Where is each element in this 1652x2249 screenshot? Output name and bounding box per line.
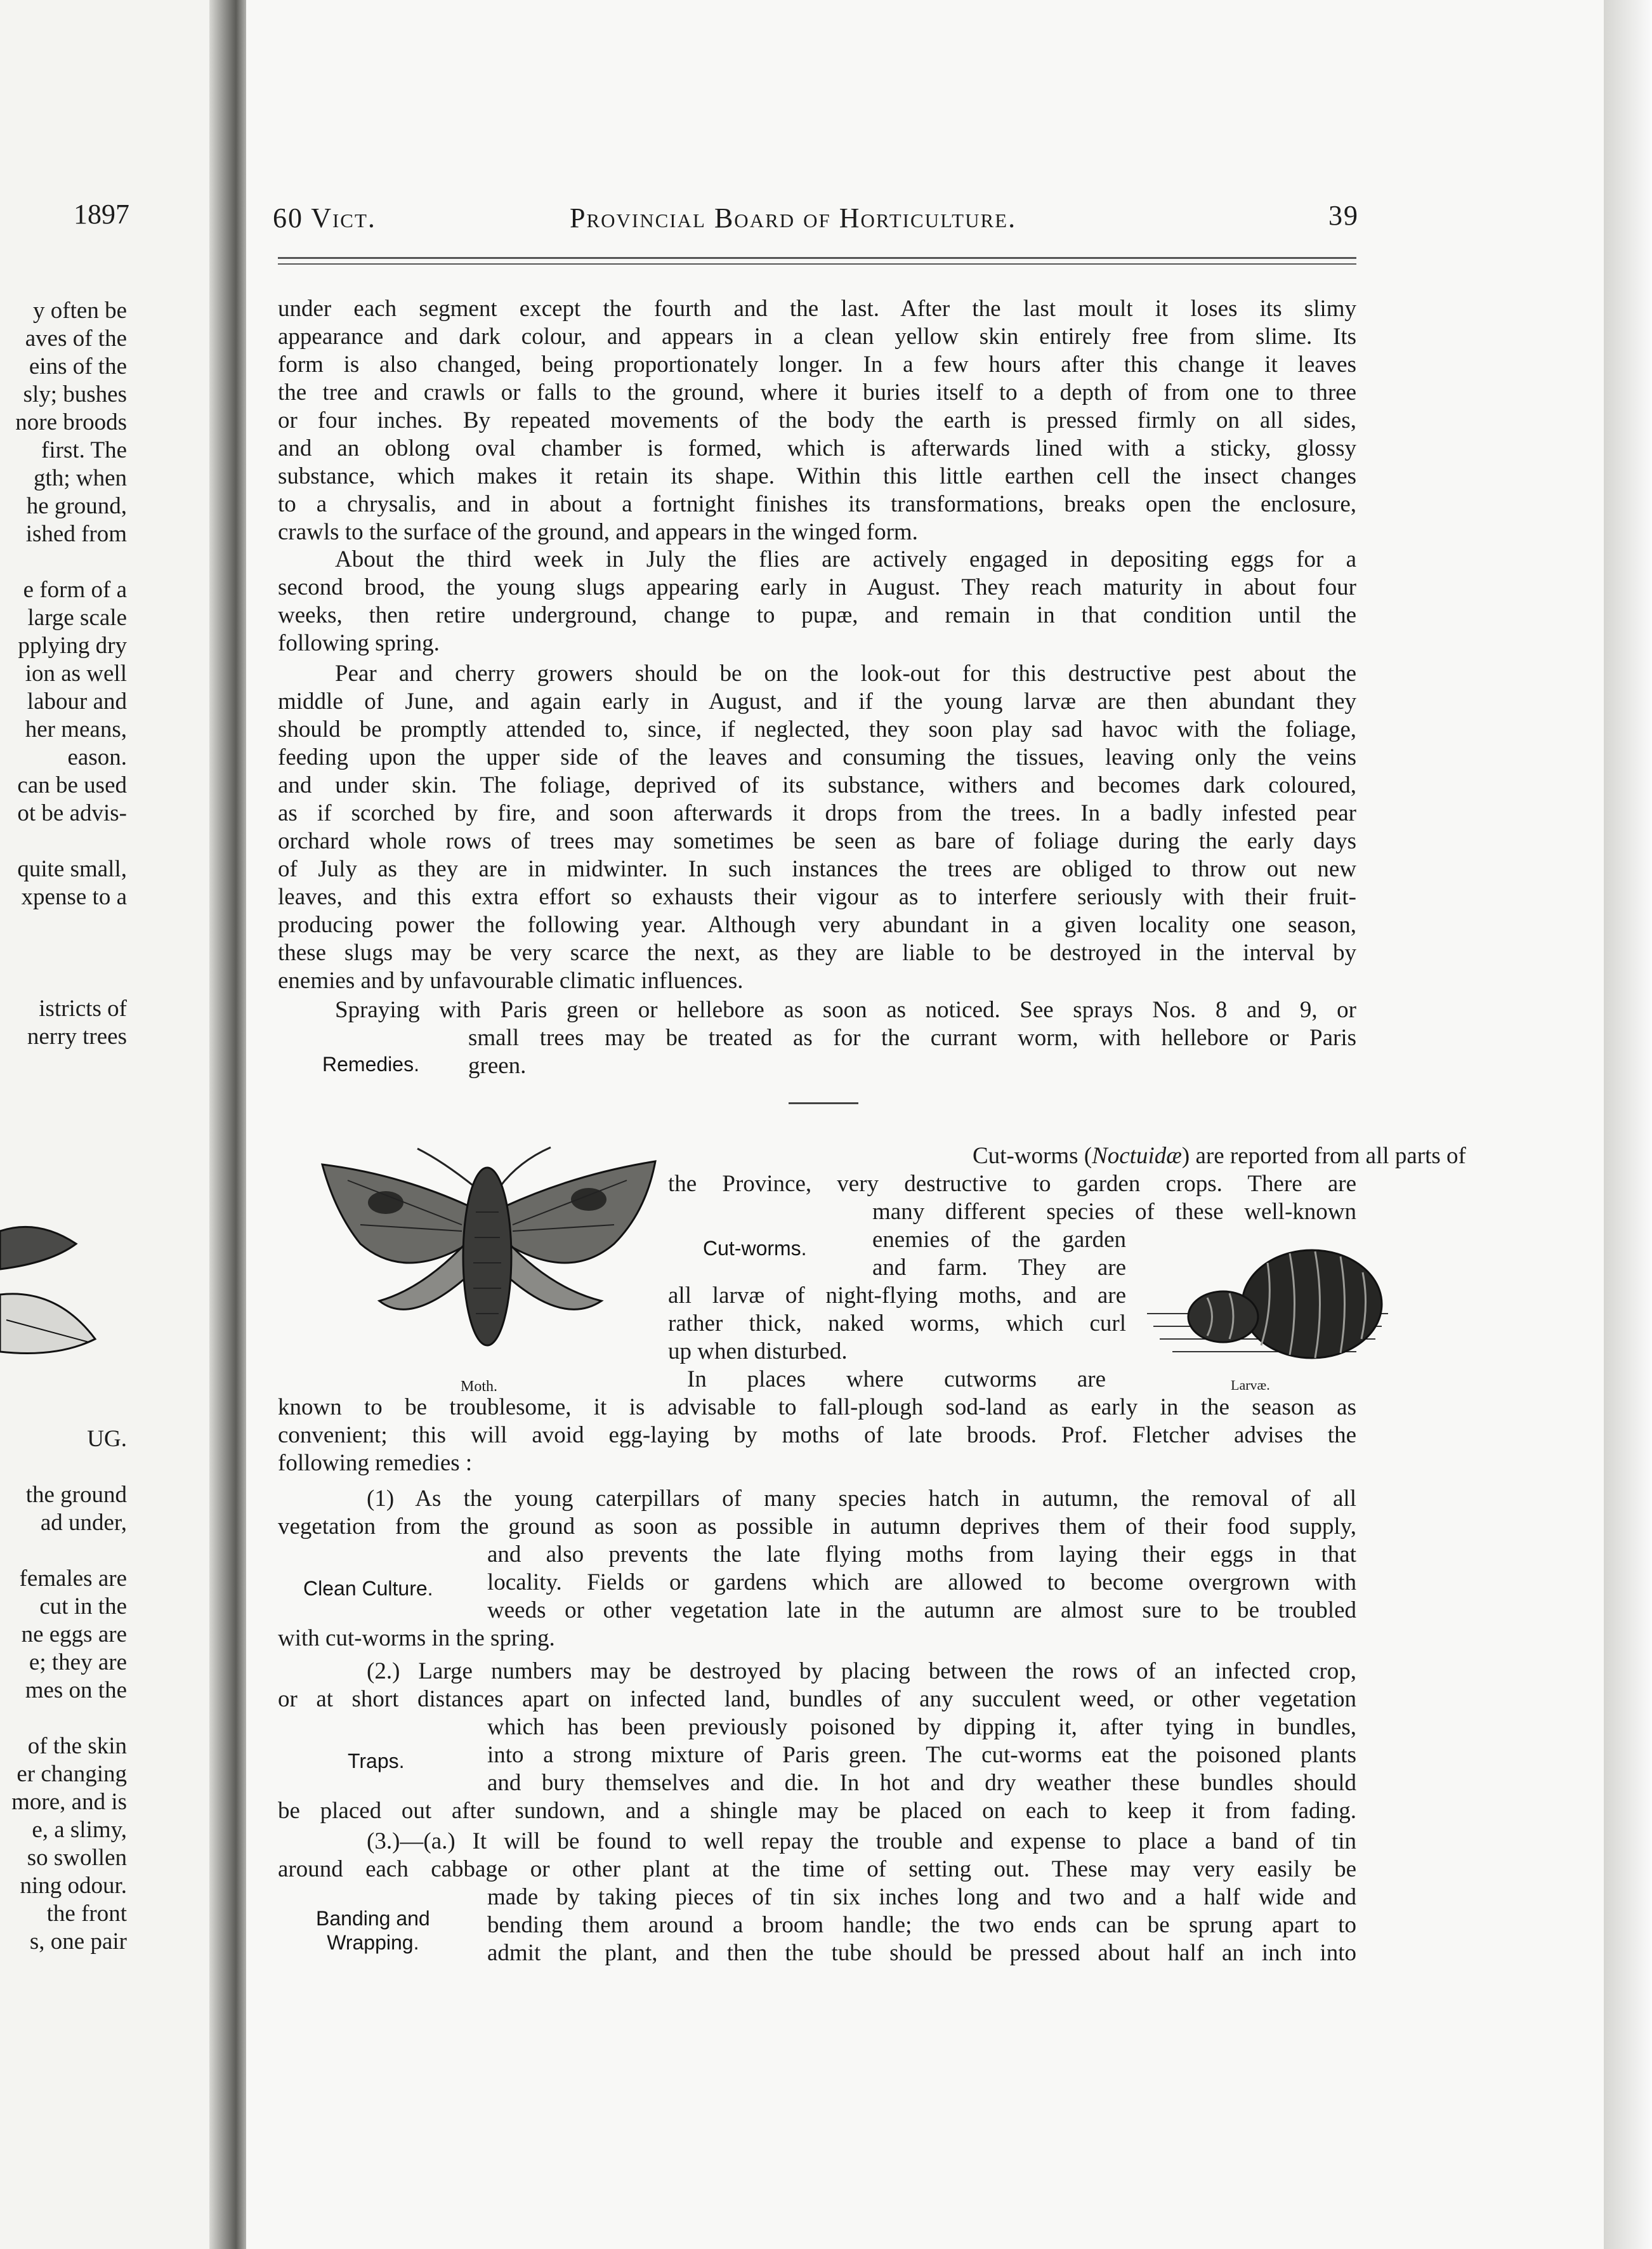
previous-page-line: ished from bbox=[25, 521, 127, 547]
page-number: 39 bbox=[1328, 200, 1359, 231]
previous-page-line: more, and is bbox=[11, 1789, 127, 1815]
text-line: form is also changed, being proportionately longer. In a few hours after this change it leaves bbox=[278, 352, 1356, 378]
text-line: following spring. bbox=[278, 630, 440, 656]
previous-page-line: sly; bushes bbox=[23, 381, 127, 407]
banding-label-line1: Banding and bbox=[316, 1907, 430, 1930]
text-line: feeding upon the upper side of the leaves and consuming the tissues, leaving only the veins bbox=[278, 744, 1356, 770]
text-line: into a strong mixture of Paris green. The cut-worms eat the poisoned plants bbox=[487, 1742, 1356, 1768]
larvae-illustration bbox=[1147, 1244, 1388, 1371]
previous-page-line: eason. bbox=[67, 744, 127, 770]
previous-page-line: females are bbox=[19, 1566, 127, 1592]
previous-page-line: ad under, bbox=[40, 1510, 127, 1536]
text-line: as if scorched by fire, and soon afterwards it drops from the trees. In a badly infested pear bbox=[278, 800, 1356, 826]
text-line: substance, which makes it retain its shape. Within this little earthen cell the insect changes bbox=[278, 463, 1356, 489]
text-line: around each cabbage or other plant at the time of setting out. These may very easily be bbox=[278, 1856, 1356, 1882]
text-line: crawls to the surface of the ground, and appears in the winged form. bbox=[278, 519, 918, 545]
previous-page-line: her means, bbox=[25, 716, 127, 742]
header-rule bbox=[278, 257, 1356, 259]
text-line: be placed out after sundown, and a shingle may be placed on each to keep it from fading. bbox=[278, 1798, 1356, 1824]
clean-culture-label: Clean Culture. bbox=[303, 1577, 433, 1600]
previous-page-year: 1897 bbox=[74, 199, 129, 230]
text-line: and an oblong oval chamber is formed, which is afterwards lined with a sticky, glossy bbox=[278, 435, 1356, 461]
previous-page-line: first. The bbox=[41, 437, 127, 463]
previous-page-line: UG. bbox=[87, 1426, 127, 1452]
text-line: middle of June, and again early in August, and if the young larvæ are then abundant they bbox=[278, 689, 1356, 715]
remedies-label: Remedies. bbox=[322, 1053, 419, 1076]
section-divider bbox=[789, 1102, 858, 1104]
previous-page-line: xpense to a bbox=[21, 884, 127, 910]
banding-label-line2: Wrapping. bbox=[327, 1931, 419, 1954]
text-line: (2.) Large numbers may be destroyed by placing between the rows of an infected crop, bbox=[367, 1658, 1356, 1684]
text-line: Cut-worms (Noctuidæ) are reported from all parts of bbox=[973, 1143, 1466, 1169]
text-line: locality. Fields or gardens which are allowed to become overgrown with bbox=[487, 1569, 1356, 1595]
previous-page-line: he ground, bbox=[26, 493, 127, 519]
text-line: orchard whole rows of trees may sometimes be seen as bare of foliage during the early days bbox=[278, 828, 1356, 854]
text-line: enemies and by unfavourable climatic influences. bbox=[278, 968, 744, 994]
previous-page-line: pplying dry bbox=[18, 633, 127, 659]
text-line: all larvæ of night-flying moths, and are bbox=[668, 1283, 1126, 1309]
text-line: should be promptly attended to, since, if neglected, they soon play sad havoc with the foliage, bbox=[278, 716, 1356, 742]
previous-page-line: aves of the bbox=[25, 326, 127, 352]
text-line: the tree and crawls or falls to the ground, where it buries itself to a depth of from one to three bbox=[278, 379, 1356, 406]
previous-page-line: er changing bbox=[16, 1761, 127, 1787]
banding-label bbox=[316, 1906, 430, 1955]
text-line: convenient; this will avoid egg-laying by moths of late broods. Prof. Fletcher advises the bbox=[278, 1422, 1356, 1448]
text-line: (1) As the young caterpillars of many species hatch in autumn, the removal of all bbox=[367, 1486, 1356, 1512]
previous-page-line: large scale bbox=[27, 605, 127, 631]
text-line: up when disturbed. bbox=[668, 1338, 848, 1364]
previous-page-line: quite small, bbox=[17, 856, 127, 882]
text-line: appearance and dark colour, and appears in a clean yellow skin entirely free from slime. Its bbox=[278, 324, 1356, 350]
text-line: and bury themselves and die. In hot and dry weather these bundles should bbox=[487, 1770, 1356, 1796]
text-line: Pear and cherry growers should be on the look-out for this destructive pest about the bbox=[335, 661, 1356, 687]
text-line: and under skin. The foliage, deprived of its substance, withers and becomes dark coloured, bbox=[278, 772, 1356, 798]
text-line: many different species of these well-known bbox=[872, 1199, 1356, 1225]
text-line: made by taking pieces of tin six inches long and two and a half wide and bbox=[487, 1884, 1356, 1910]
page bbox=[246, 0, 1604, 2249]
previous-page-line: so swollen bbox=[27, 1845, 127, 1871]
text-line: rather thick, naked worms, which curl bbox=[668, 1310, 1126, 1336]
previous-page-line: cut in the bbox=[39, 1593, 127, 1619]
running-head-left: 60 Vict. bbox=[273, 202, 376, 234]
moth-caption: Moth. bbox=[461, 1378, 498, 1395]
previous-page-line: the front bbox=[46, 1901, 127, 1927]
previous-page-line: ion as well bbox=[25, 661, 127, 687]
previous-page-line: mes on the bbox=[25, 1677, 127, 1703]
text-line: or four inches. By repeated movements of the body the earth is pressed firmly on all sides, bbox=[278, 407, 1356, 433]
running-head-title: Provincial Board of Horticulture. bbox=[570, 202, 1017, 234]
previous-page-line: ne eggs are bbox=[21, 1621, 127, 1647]
text-line: and also prevents the late flying moths from laying their eggs in that bbox=[487, 1541, 1356, 1567]
text-line: with cut-worms in the spring. bbox=[278, 1625, 555, 1651]
previous-page-line: gth; when bbox=[34, 465, 127, 491]
text-line: small trees may be treated as for the currant worm, with hellebore or Paris bbox=[468, 1025, 1356, 1051]
text-line: and farm. They are bbox=[872, 1255, 1126, 1281]
text-line: bending them around a broom handle; the two ends can be sprung apart to bbox=[487, 1912, 1356, 1938]
text-line: known to be troublesome, it is advisable to fall-plough sod-land as early in the season as bbox=[278, 1394, 1356, 1420]
previous-page-illustration-fragment bbox=[0, 1193, 127, 1396]
previous-page-line: nerry trees bbox=[27, 1024, 127, 1050]
book-gutter bbox=[209, 0, 247, 2249]
previous-page-line: e, a slimy, bbox=[32, 1817, 127, 1843]
text-line: of July as they are in midwinter. In such instances the trees are obliged to throw out new bbox=[278, 856, 1356, 882]
previous-page-line: can be used bbox=[17, 772, 127, 798]
previous-page-line: e form of a bbox=[23, 577, 127, 603]
text-line: to a chrysalis, and in about a fortnight finishes its transformations, breaks open the enclosure, bbox=[278, 491, 1356, 517]
text-line: leaves, and this extra effort so exhausts their vigour as to interfere seriously with their fruit- bbox=[278, 884, 1356, 910]
text-line: the Province, very destructive to garden crops. There are bbox=[668, 1171, 1356, 1197]
text-line: Spraying with Paris green or hellebore as soon as noticed. See sprays Nos. 8 and 9, or bbox=[335, 997, 1356, 1023]
text-line: (3.)—(a.) It will be found to well repay the trouble and expense to place a band of tin bbox=[367, 1828, 1356, 1854]
text-line: which has been previously poisoned by dipping it, after tying in bundles, bbox=[487, 1714, 1356, 1740]
text-line: second brood, the young slugs appearing early in August. They reach maturity in about four bbox=[278, 574, 1356, 600]
text-line: these slugs may be very scarce the next, as they are liable to be destroyed in the interval by bbox=[278, 940, 1356, 966]
header-rule-2 bbox=[278, 263, 1356, 265]
previous-page-line: nore broods bbox=[15, 409, 127, 435]
larvae-caption: Larvæ. bbox=[1231, 1377, 1270, 1393]
text-line: or at short distances apart on infected land, bundles of any succulent weed, or other vegetation bbox=[278, 1686, 1356, 1712]
text-line: enemies of the garden bbox=[872, 1227, 1126, 1253]
previous-page-line: ot be advis- bbox=[17, 800, 127, 826]
previous-page-line: istricts of bbox=[39, 996, 127, 1022]
text-line: weeks, then retire underground, change to pupæ, and remain in that condition until the bbox=[278, 602, 1356, 628]
traps-label: Traps. bbox=[348, 1750, 405, 1772]
previous-page-fragment bbox=[0, 0, 216, 2249]
latin-name: Noctuidæ bbox=[1092, 1143, 1182, 1169]
previous-page-line: s, one pair bbox=[29, 1929, 127, 1955]
page-edge bbox=[1604, 0, 1652, 2249]
previous-page-line: e; they are bbox=[29, 1649, 127, 1675]
text-line: In places where cutworms are bbox=[687, 1366, 1106, 1392]
previous-page-line: eins of the bbox=[29, 353, 127, 379]
previous-page-line: ning odour. bbox=[20, 1873, 127, 1899]
text-line: following remedies : bbox=[278, 1450, 473, 1476]
text-line: weeds or other vegetation late in the autumn are almost sure to be troubled bbox=[487, 1597, 1356, 1623]
previous-page-line: y often be bbox=[33, 298, 127, 324]
previous-page-line: labour and bbox=[27, 689, 127, 715]
text-line: admit the plant, and then the tube should be pressed about half an inch into bbox=[487, 1940, 1356, 1966]
moth-illustration bbox=[310, 1136, 665, 1364]
previous-page-line: of the skin bbox=[27, 1733, 127, 1759]
text-line: vegetation from the ground as soon as possible in autumn deprives them of their food supply, bbox=[278, 1514, 1356, 1540]
text-line: green. bbox=[468, 1053, 527, 1079]
text-line: About the third week in July the flies are actively engaged in depositing eggs for a bbox=[335, 546, 1356, 572]
previous-page-line: the ground bbox=[25, 1482, 127, 1508]
cutworms-label: Cut-worms. bbox=[703, 1237, 807, 1260]
text-line: under each segment except the fourth and the last. After the last moult it loses its slimy bbox=[278, 296, 1356, 322]
text-line: producing power the following year. Although very abundant in a given locality one season, bbox=[278, 912, 1356, 938]
